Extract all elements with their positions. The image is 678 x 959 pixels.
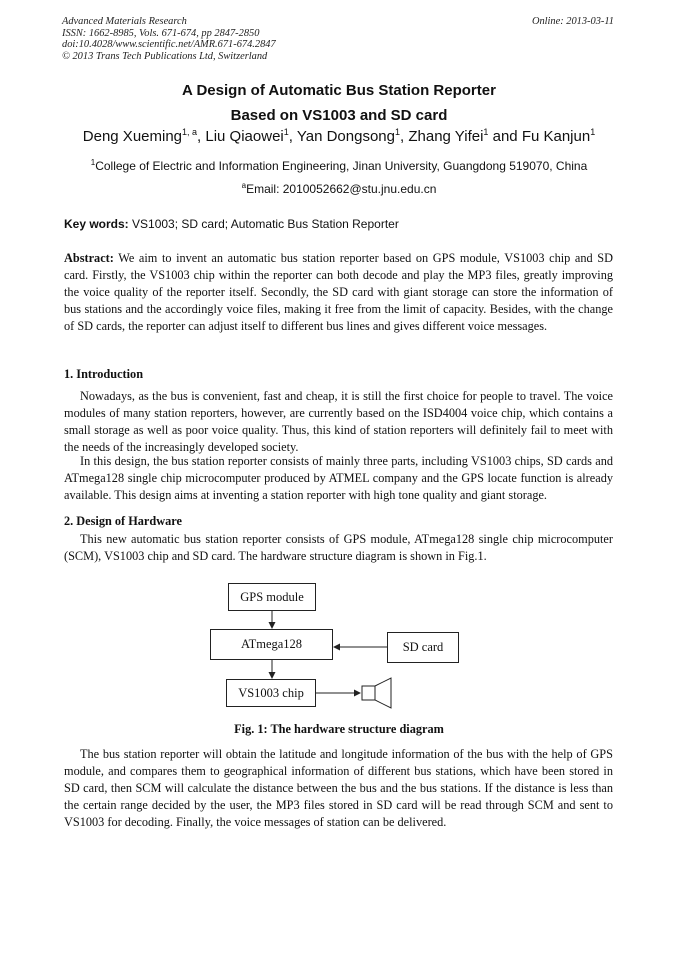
author: Liu Qiaowei$^1$, [205,127,297,145]
abstract-text: We aim to invent an automatic bus station reporter based on GPS module, VS1003 chip and SD card. Firstly, the VS1003 chip within the reporter can both decode and play the MP3 files, greatly improving the voice quality of the reporter itself. Secondly, the SD card with giant storage can store the information of bus stations and the accordingly voice files, making it free from the limit of capacity. Besides, with the change of SD cards, the reporter can adjust itself to different bus lines and gives different voice messages. [64,251,613,333]
atmega128-block: ATmega128 [210,629,333,660]
section-heading-hardware: 2. Design of Hardware [64,514,182,528]
doi-line: doi:10.4028/www.scientific.net/AMR.671-674.2847 [62,39,276,50]
author: Fu Kanjun$^1$ [521,127,596,145]
author-list [0,128,678,145]
journal-name: Advanced Materials Research [62,16,187,27]
section-heading-introduction: 1. Introduction [64,367,144,381]
journal-header [62,16,276,62]
online-date: Online: 2013-03-11 [531,16,614,27]
abstract [64,250,613,335]
author: Deng Xueming$^{1, a}$, [82,127,206,145]
author: Zhang Yifei$^1$ and [408,127,522,145]
post-figure-paragraph: The bus station reporter will obtain the latitude and longitude information of the bus with the help of GPS module, and compares them to geographical information of different bus stations, which have been stored in SD card, then SCM will calculate the distance between the bus and the bus stations. If the distance is less than the certain range decided by the user, the MP3 files stored in SD card will be read through SCM and sent to VS1003 for decoding. Finally, the voice messages of station can be delivered. [64,747,613,829]
issn-line: ISSN: 1662-8985, Vols. 671-674, pp 2847-2850 [62,27,260,39]
email-line: $^a$Email: 2010052662@stu.jnu.edu.cn [241,181,437,196]
vs1003-chip-block: VS1003 chip [226,679,316,707]
sd-card-block: SD card [387,632,459,663]
intro-paragraph-1: Nowadays, as the bus is convenient, fast and cheap, it is still the first choice for people to travel. The voice modules of many station reporters, however, are currently based on the ISD4004 voice chip, which contains a small storage as well as poor voice quality. Thus, this kind of station reporters will definitely fail to meet with the needs of the increasingly developed society. [64,389,613,454]
paper-title-line2: Based on VS1003 and SD card [230,107,448,124]
abstract-label: Abstract: [64,251,114,265]
affiliation: $^1$College of Electric and Information Engineering, Jinan University, Guangdong 519070, China [90,158,588,173]
gps-module-block: GPS module [228,583,316,611]
copyright-line: © 2013 Trans Tech Publications Ltd, Switzerland [62,50,268,62]
figure-caption: Fig. 1: The hardware structure diagram [234,722,444,736]
keywords-label: Key words: [64,217,129,231]
speaker-icon [362,678,391,708]
keywords [64,217,399,231]
keywords-text: VS1003; SD card; Automatic Bus Station Reporter [128,217,399,231]
author: Yan Dongsong$^1$, [296,127,409,145]
intro-paragraph-2: In this design, the bus station reporter consists of mainly three parts, including VS1003 chips, SD cards and ATmega128 single chip microcomputer produced by ATMEL company and the GPS locate function is already available. This design aims at inventing a station reporter with high tone quality and giant storage. [64,454,613,502]
paper-title-line1: A Design of Automatic Bus Station Reporter [182,82,496,99]
hardware-paragraph: This new automatic bus station reporter consists of GPS module, ATmega128 single chip microcomputer (SCM), VS1003 chip and SD card. The hardware structure diagram is shown in Fig.1. [64,532,613,563]
